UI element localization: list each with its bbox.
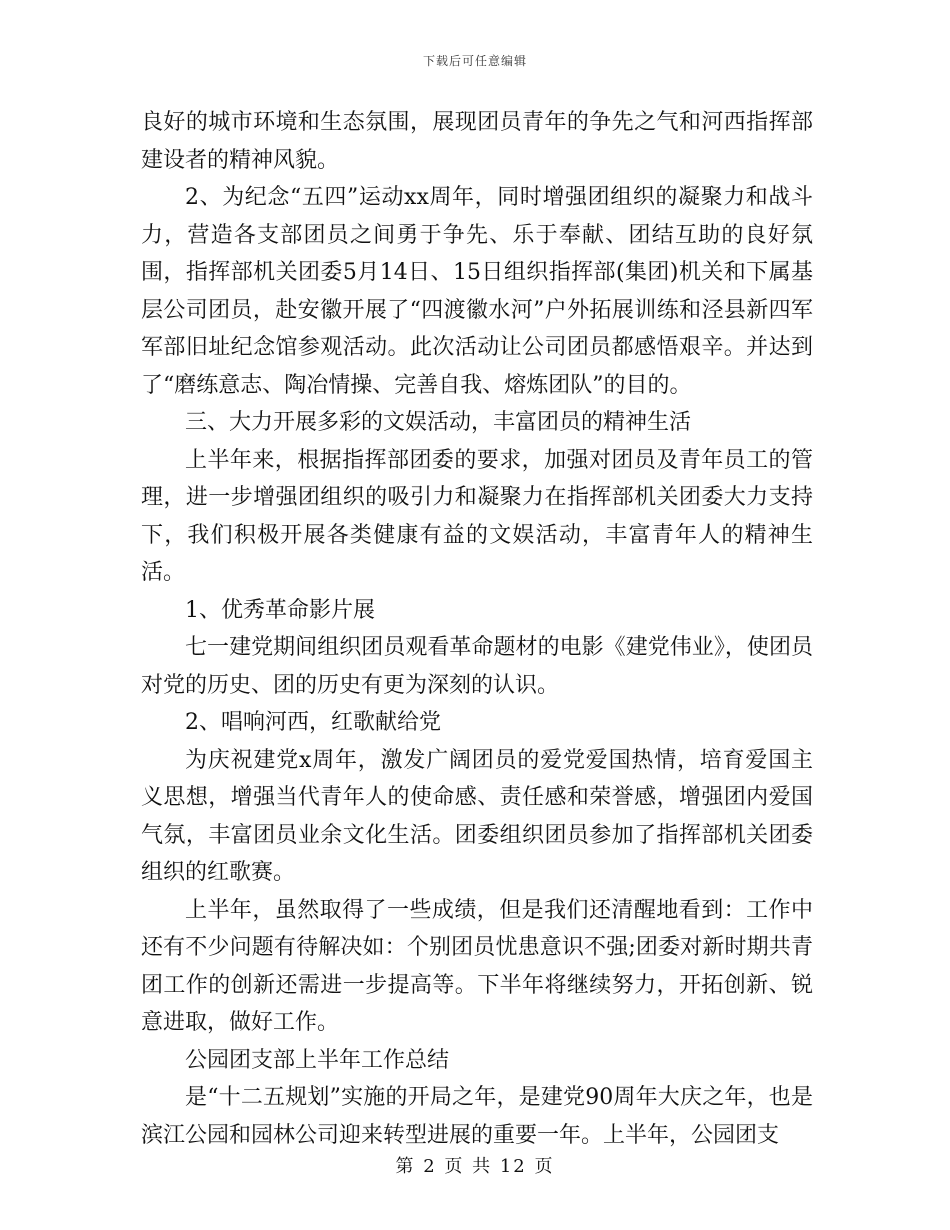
- header-note: 下载后可任意编辑: [422, 54, 527, 68]
- paragraph: 为庆祝建党x周年，激发广阔团员的爱党爱国热情，培育爱国主义思想，增强当代青年人的使命感、责任感和荣誉感，增强团内爱国气氛，丰富团员业余文化生活。团委组织团员参加了指挥部机关团委组织的红歌赛。: [141, 747, 813, 885]
- paragraph: 良好的城市环境和生态氛围，展现团员青年的争先之气和河西指挥部建设者的精神风貌。: [141, 110, 813, 173]
- page-number: 第 2 页 共 12 页: [395, 1156, 555, 1177]
- subsection-heading: 2、唱响河西，红歌献给党: [185, 710, 441, 735]
- paragraph: 是“十二五规划”实施的开局之年，是建党90周年大庆之年，也是滨江公园和园林公司迎来转型进展的重要一年。上半年，公园团支: [141, 1085, 813, 1148]
- paragraph: 上半年，虽然取得了一些成绩，但是我们还清醒地看到：工作中还有不少问题有待解决如：个别团员忧患意识不强;团委对新时期共青团工作的创新还需进一步提高等。下半年将继续努力，开拓创新、锐意进取，做好工作。: [141, 897, 813, 1035]
- paragraph: 2、为纪念“五四”运动xx周年，同时增强团组织的凝聚力和战斗力，营造各支部团员之间勇于争先、乐于奉献、团结互助的良好氛围，指挥部机关团委5月14日、15日组织指挥部(集团)机关和下属基层公司团员，赴安徽开展了“四渡徽水河”户外拓展训练和泾县新四军军部旧址纪念馆参观活动。此次活动让公司团员都感悟艰辛。并达到了“磨练意志、陶冶情操、完善自我、熔炼团队”的目的。: [141, 185, 813, 398]
- document-title: 公园团支部上半年工作总结: [185, 1047, 450, 1073]
- paragraph: 七一建党期间组织团员观看革命题材的电影《建党伟业》，使团员对党的历史、团的历史有更为深刻的认识。: [141, 635, 813, 698]
- paragraph: 上半年来，根据指挥部团委的要求，加强对团员及青年员工的管理，进一步增强团组织的吸引力和凝聚力在指挥部机关团委大力支持下，我们积极开展各类健康有益的文娱活动，丰富青年人的精神生活。: [141, 447, 813, 585]
- section-heading: 三、大力开展多彩的文娱活动，丰富团员的精神生活: [185, 410, 692, 435]
- subsection-heading: 1、优秀革命影片展: [185, 597, 375, 623]
- document-body: [141, 104, 813, 1154]
